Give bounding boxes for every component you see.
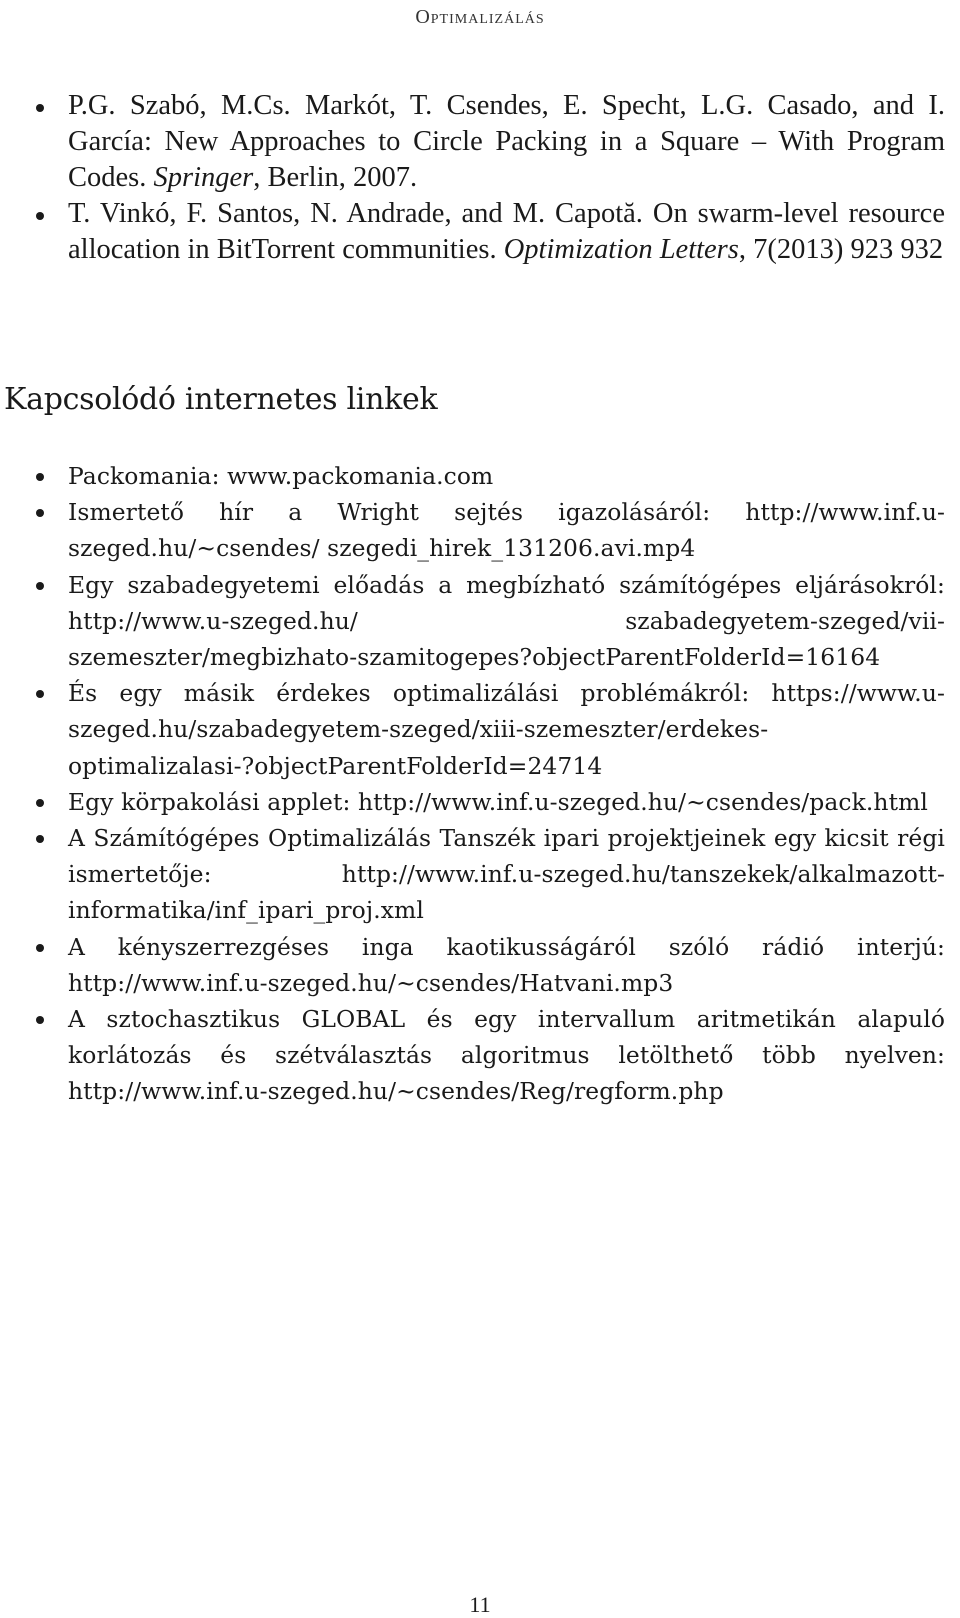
link-item[interactable]: Ismertető hír a Wright sejtés igazolásáról: http://www.inf.u-szeged.hu/~csendes/ szegedi_hirek_131206.avi.mp4 — [0, 494, 945, 566]
page-number: 11 — [469, 1592, 491, 1617]
link-item[interactable]: Egy körpakolási applet: http://www.inf.u-szeged.hu/~csendes/pack.html — [0, 784, 945, 820]
reference-text: , Berlin, 2007. — [253, 162, 418, 193]
section-title: Kapcsolódó internetes linkek — [4, 382, 438, 417]
link-item[interactable]: A sztochasztikus GLOBAL és egy intervallum aritmetikán alapuló korlátozás és szétválasztás algoritmus letölthető több nyelven: http://www.inf.u-szeged.hu/~csendes/Reg/regform.php — [0, 1001, 945, 1110]
running-head: Optimalizálás — [415, 6, 545, 28]
reference-text: T. Vinkó, F. Santos, N. Andrade, and M. Capotă. On swarm-level resource allocation in BitTorrent communities. — [68, 198, 945, 265]
reference-list — [0, 88, 945, 268]
reference-publisher: Springer — [153, 162, 254, 193]
reference-journal: Optimization Letters — [503, 234, 739, 265]
reference-text: , 7(2013) 923 932 — [738, 234, 944, 265]
link-item[interactable]: És egy másik érdekes optimalizálási problémákról: https://www.u-szeged.hu/szabadegyetem-szeged/xiii-szemeszter/erdekes-optimalizalasi-?objectParentFolderId=24714 — [0, 675, 945, 784]
link-item[interactable]: Egy szabadegyetemi előadás a megbízható számítógépes eljárásokról: http://www.u-szeged.hu/ szabadegyetem-szeged/vii-szemeszter/megbizhato-szamitogepes?objectParentFolderId=16164 — [0, 567, 945, 676]
reference-item — [0, 88, 945, 196]
link-item[interactable]: Packomania: www.packomania.com — [0, 458, 945, 494]
reference-text: P.G. Szabó, M.Cs. Markót, T. Csendes, E. Specht, L.G. Casado, and I. García: New Approaches to Circle Packing in a Square – With Program Codes. — [68, 90, 945, 193]
link-list — [0, 458, 945, 1110]
reference-item — [0, 196, 945, 268]
link-item[interactable]: A kényszerrezgéses inga kaotikusságáról szóló rádió interjú: http://www.inf.u-szeged.hu/~csendes/Hatvani.mp3 — [0, 929, 945, 1001]
link-item[interactable]: A Számítógépes Optimalizálás Tanszék ipari projektjeinek egy kicsit régi ismertetője: http://www.inf.u-szeged.hu/tanszekek/alkalmazott-informatika/inf_ipari_proj.xml — [0, 820, 945, 929]
